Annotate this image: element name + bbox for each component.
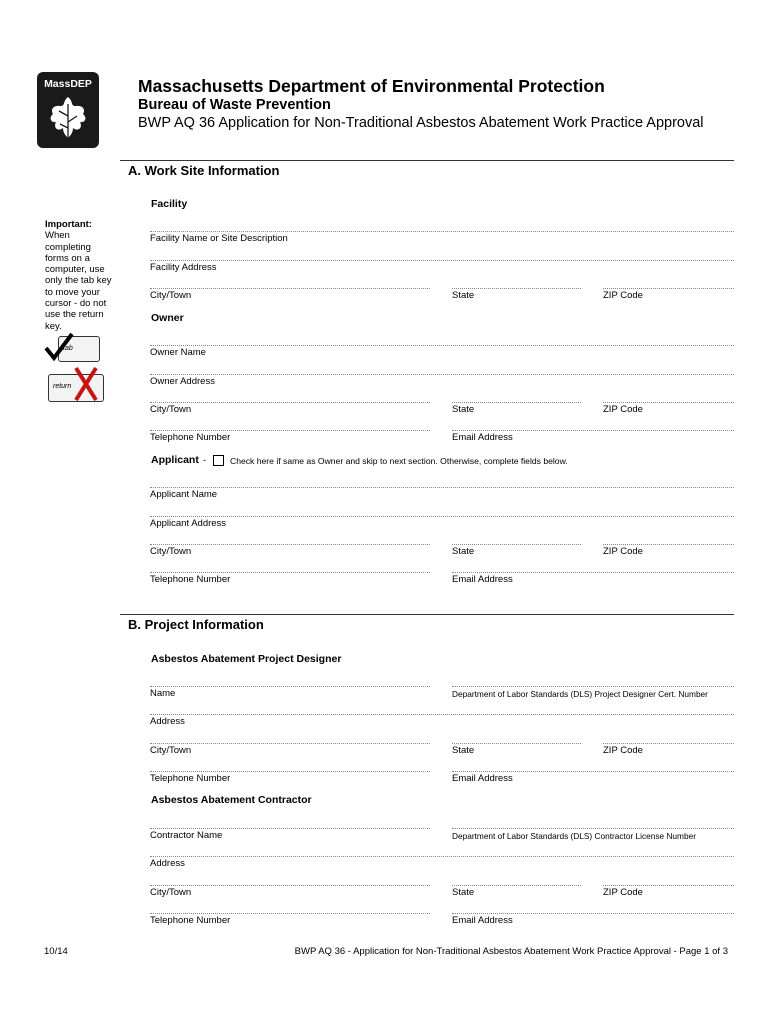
applicant-email-field[interactable] [452,572,734,573]
red-x-icon [72,366,100,402]
owner-state-field[interactable] [452,402,581,403]
owner-zip-field[interactable] [603,402,734,403]
designer-phone-label: Telephone Number [150,773,231,784]
logo-text: MassDEP [44,78,92,90]
applicant-state-label: State [452,546,475,557]
designer-zip-label: ZIP Code [603,745,643,756]
facility-zip-field[interactable] [603,288,734,289]
designer-email-label: Email Address [452,773,513,784]
facility-city-label: City/Town [150,290,192,301]
designer-state-label: State [452,745,475,756]
contractor-license-field[interactable] [452,828,734,829]
section-b-title: B. Project Information [128,617,264,632]
contractor-email-field[interactable] [452,913,734,914]
facility-name-label: Facility Name or Site Description [150,233,288,244]
contractor-address-field[interactable] [150,856,734,857]
owner-phone-label: Telephone Number [150,432,231,443]
designer-cert-field[interactable] [452,686,734,687]
note-body: When completing forms on a computer, use only the tab key to move your cursor - do not use the return key. [45,230,112,332]
oak-leaf-icon [45,94,91,144]
contractor-email-label: Email Address [452,915,513,926]
section-b-rule [120,614,734,615]
designer-name-label: Name [150,688,176,699]
applicant-zip-label: ZIP Code [603,546,643,557]
owner-city-label: City/Town [150,404,192,415]
checkmark-icon [44,332,74,362]
facility-city-field[interactable] [150,288,430,289]
agency-title: Massachusetts Department of Environmental Protection [138,76,605,96]
applicant-heading: Applicant [151,454,199,466]
facility-name-field[interactable] [150,231,734,232]
facility-heading: Facility [151,198,188,210]
contractor-state-label: State [452,887,475,898]
owner-zip-label: ZIP Code [603,404,643,415]
facility-state-field[interactable] [452,288,581,289]
owner-heading: Owner [151,312,184,324]
designer-name-field[interactable] [150,686,430,687]
applicant-phone-label: Telephone Number [150,574,231,585]
footer-page-info: BWP AQ 36 - Application for Non-Traditional Asbestos Abatement Work Practice Approval - Page 1 of 3 [294,946,728,957]
facility-state-label: State [452,290,475,301]
owner-state-label: State [452,404,475,415]
designer-zip-field[interactable] [603,743,734,744]
contractor-phone-field[interactable] [150,913,430,914]
applicant-dash: - [203,455,207,466]
designer-city-field[interactable] [150,743,430,744]
designer-phone-field[interactable] [150,771,430,772]
designer-state-field[interactable] [452,743,581,744]
designer-email-field[interactable] [452,771,734,772]
contractor-zip-label: ZIP Code [603,887,643,898]
bureau-title: Bureau of Waste Prevention [138,97,331,113]
applicant-city-label: City/Town [150,546,192,557]
owner-phone-field[interactable] [150,430,430,431]
contractor-city-label: City/Town [150,887,192,898]
owner-address-field[interactable] [150,374,734,375]
return-key-label: return [53,383,72,390]
applicant-name-field[interactable] [150,487,734,488]
applicant-email-label: Email Address [452,574,513,585]
owner-email-field[interactable] [452,430,734,431]
form-title: BWP AQ 36 Application for Non-Traditional Asbestos Abatement Work Practice Approval [138,115,704,131]
facility-address-field[interactable] [150,260,734,261]
same-as-owner-checkbox[interactable] [213,455,224,466]
applicant-city-field[interactable] [150,544,430,545]
designer-address-label: Address [150,716,185,727]
designer-cert-label: Department of Labor Standards (DLS) Project Designer Cert. Number [452,689,708,699]
owner-address-label: Owner Address [150,376,215,387]
facility-zip-label: ZIP Code [603,290,643,301]
contractor-name-field[interactable] [150,828,430,829]
designer-heading: Asbestos Abatement Project Designer [151,653,342,665]
applicant-address-field[interactable] [150,516,734,517]
contractor-address-label: Address [150,858,185,869]
return-key-illustration [44,366,106,406]
footer-date: 10/14 [44,946,68,957]
applicant-address-label: Applicant Address [150,518,227,529]
applicant-state-field[interactable] [452,544,581,545]
facility-address-label: Facility Address [150,262,217,273]
owner-city-field[interactable] [150,402,430,403]
designer-city-label: City/Town [150,745,192,756]
tab-key-illustration [44,332,100,364]
contractor-license-label: Department of Labor Standards (DLS) Contractor License Number [452,831,696,841]
owner-name-field[interactable] [150,345,734,346]
applicant-phone-field[interactable] [150,572,430,573]
applicant-zip-field[interactable] [603,544,734,545]
same-as-owner-label: Check here if same as Owner and skip to next section. Otherwise, complete fields below. [230,456,568,466]
important-note [45,219,117,332]
contractor-heading: Asbestos Abatement Contractor [151,794,312,806]
contractor-phone-label: Telephone Number [150,915,231,926]
massdep-logo [37,72,99,148]
tab-key-label: tab [63,345,73,352]
note-heading: Important: [45,219,92,230]
owner-email-label: Email Address [452,432,513,443]
contractor-zip-field[interactable] [603,885,734,886]
applicant-name-label: Applicant Name [150,489,218,500]
contractor-name-label: Contractor Name [150,830,223,841]
designer-address-field[interactable] [150,714,734,715]
owner-name-label: Owner Name [150,347,206,358]
contractor-state-field[interactable] [452,885,581,886]
contractor-city-field[interactable] [150,885,430,886]
section-a-rule [120,160,734,161]
section-a-title: A. Work Site Information [128,163,280,178]
